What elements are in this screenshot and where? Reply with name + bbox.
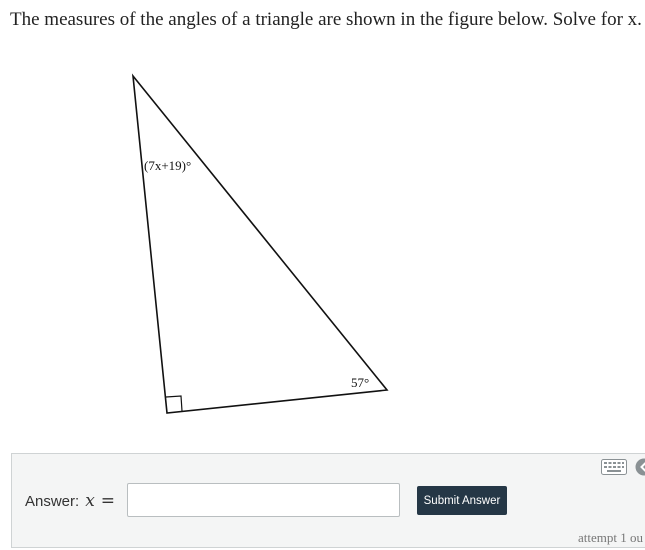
answer-variable: x bbox=[85, 491, 95, 511]
right-angle-marker bbox=[166, 396, 182, 411]
answer-panel bbox=[11, 453, 645, 548]
answer-input[interactable] bbox=[127, 483, 400, 517]
angle-label-top: (7x+19)° bbox=[144, 158, 192, 173]
submit-answer-button[interactable]: Submit Answer bbox=[417, 486, 507, 515]
answer-label bbox=[25, 491, 115, 511]
attempt-counter: attempt 1 ou bbox=[578, 530, 643, 545]
answer-equals-sign: = bbox=[100, 491, 116, 511]
keyboard-icon[interactable] bbox=[601, 459, 627, 475]
answer-label-text: Answer: bbox=[25, 493, 80, 510]
settings-icon[interactable] bbox=[635, 458, 645, 476]
question-text: The measures of the angles of a triangle are shown in the figure below. Solve for x. bbox=[10, 9, 642, 30]
triangle-shape bbox=[133, 76, 387, 413]
angle-label-right: 57° bbox=[351, 375, 370, 390]
